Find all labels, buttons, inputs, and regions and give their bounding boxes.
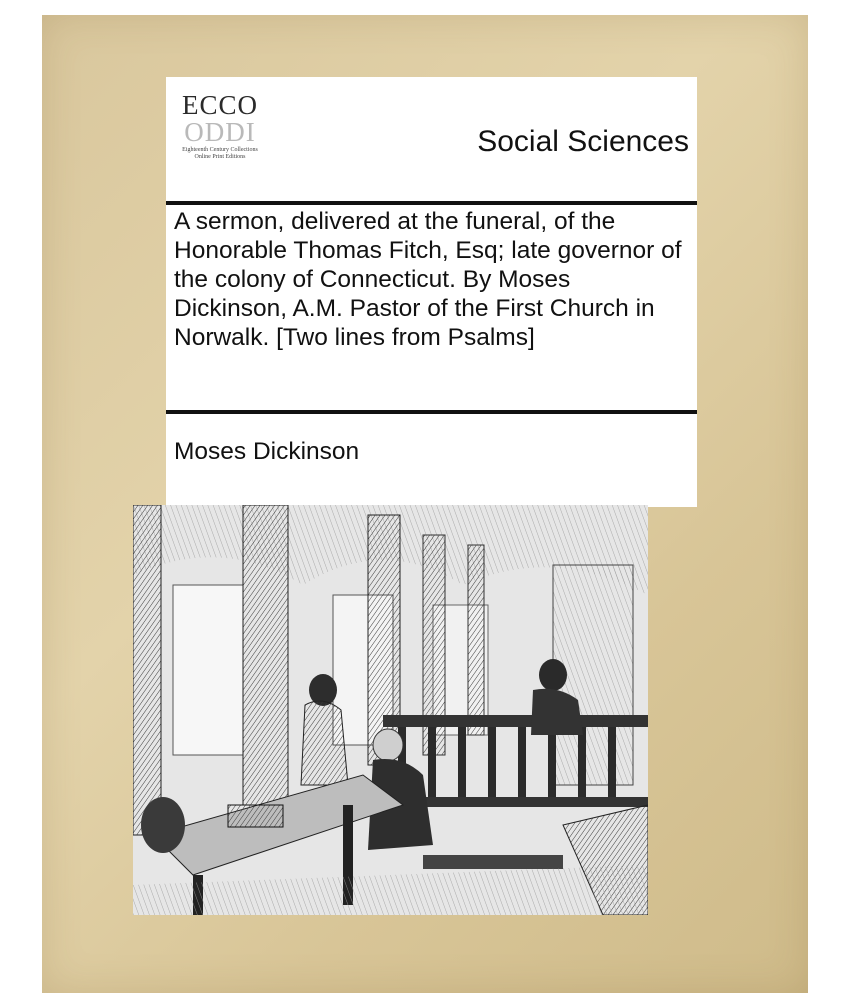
divider-top	[166, 201, 697, 205]
cover-text-panel	[166, 77, 697, 507]
section-label: Social Sciences	[477, 125, 689, 158]
logo-mark-bottom: ODDI	[184, 117, 256, 147]
ecco-logo	[180, 91, 260, 191]
engraving-library-interior	[133, 505, 648, 915]
logo-tagline: Eighteenth Century Collections Online Print Editions	[182, 147, 258, 160]
logo-mark-top: ECCO	[181, 90, 258, 120]
book-author: Moses Dickinson	[174, 438, 360, 465]
divider-bottom	[166, 410, 697, 414]
book-title: A sermon, delivered at the funeral, of the Honorable Thomas Fitch, Esq; late governor of the colony of Connecticut. By Moses Dickinson, A.M. Pastor of the First Church in Norwalk. [Two lines from Psalms]	[174, 208, 682, 351]
